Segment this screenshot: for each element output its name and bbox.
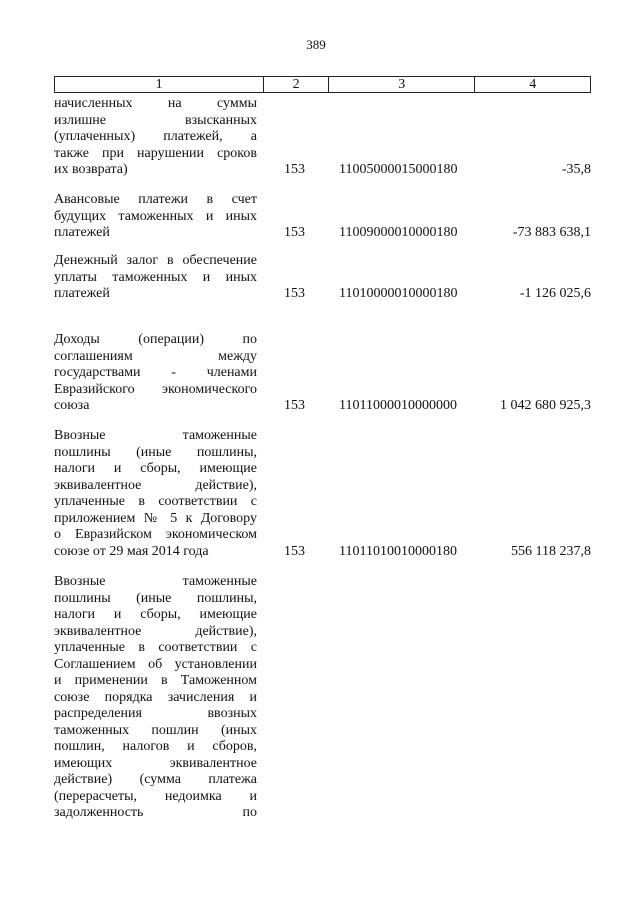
description-line: задолженность по	[54, 805, 257, 820]
description-line: эквивалентное действие),	[54, 623, 257, 639]
row-description	[54, 428, 257, 560]
description-line: уплаты таможенных и иных	[54, 269, 257, 285]
description-line: (уплаченных) платежей, а	[54, 129, 257, 144]
table-row	[54, 192, 591, 247]
description-line: союзе от 29 мая 2014 года	[54, 543, 209, 559]
description-line: и применении в Таможенном	[54, 673, 257, 688]
row-description	[54, 574, 257, 822]
description-line: действие) (сумма платежа	[54, 772, 257, 787]
description-line: о Евразийском экономическом	[54, 527, 257, 542]
row-description	[54, 253, 257, 303]
description-line: государствами - членами	[54, 365, 257, 380]
table-row	[54, 574, 591, 834]
description-line: (перерасчеты, недоимка и	[54, 788, 257, 804]
table-row	[54, 332, 591, 422]
row-description	[54, 192, 257, 242]
description-line: Соглашением об установлении	[54, 656, 257, 672]
description-line: соглашениям между	[54, 348, 257, 364]
description-line: также при нарушении сроков	[54, 145, 257, 161]
amount: -35,8	[561, 162, 591, 177]
page-number: 389	[306, 37, 326, 52]
amount: 1 042 680 925,3	[500, 398, 591, 413]
admin-code: 153	[284, 162, 305, 177]
budget-code: 11005000015000180	[339, 162, 458, 177]
budget-code: 11011000010000000	[339, 398, 457, 413]
description-line: эквивалентное действие),	[54, 477, 257, 493]
admin-code: 153	[284, 286, 305, 301]
amount: -1 126 025,6	[519, 286, 591, 301]
column-4-number: 4	[529, 77, 537, 92]
description-line: Евразийского экономического	[54, 381, 257, 397]
row-description	[54, 332, 257, 415]
budget-code: 11011010010000180	[339, 544, 457, 559]
admin-code: 153	[284, 225, 305, 240]
description-line: распределения ввозных	[54, 706, 257, 721]
column-number-header	[54, 76, 591, 93]
column-3-number: 3	[329, 77, 475, 92]
budget-code: 11010000010000180	[339, 286, 458, 301]
table-row	[54, 253, 591, 308]
description-line: пошлины (иные пошлины,	[54, 444, 257, 460]
admin-code: 153	[284, 398, 305, 413]
description-line: пошлин, налогов и сборов,	[54, 739, 257, 754]
description-line: таможенных пошлин (иных	[54, 722, 257, 738]
description-line: Ввозные таможенные	[54, 574, 257, 589]
description-line: Ввозные таможенные	[54, 428, 257, 443]
description-line: излишне взысканных	[54, 112, 257, 128]
description-line: пошлины (иные пошлины,	[54, 590, 257, 606]
description-line: союза	[54, 398, 90, 413]
row-description	[54, 96, 257, 179]
description-line: платежей	[54, 225, 110, 240]
admin-code: 153	[284, 544, 305, 559]
amount: -73 883 638,1	[512, 225, 591, 240]
column-2-number: 2	[264, 77, 329, 92]
description-line: уплаченные в соответствии с	[54, 494, 257, 509]
description-line: уплаченные в соответствии с	[54, 640, 257, 655]
amount: 556 118 237,8	[511, 544, 591, 559]
description-line: Денежный залог в обеспечение	[54, 253, 257, 268]
table-row	[54, 96, 591, 186]
description-line: платежей	[54, 286, 110, 301]
column-1-number: 1	[55, 77, 264, 92]
description-line: Доходы (операции) по	[54, 332, 257, 347]
description-line: имеющих эквивалентное	[54, 755, 257, 771]
description-line: их возврата)	[54, 162, 128, 177]
table-row	[54, 428, 591, 568]
description-line: приложением № 5 к Договору	[54, 510, 257, 526]
description-line: налоги и сборы, имеющие	[54, 461, 257, 476]
description-line: начисленных на суммы	[54, 96, 257, 111]
budget-code: 11009000010000180	[339, 225, 458, 240]
description-line: налоги и сборы, имеющие	[54, 607, 257, 622]
description-line: союзе порядка зачисления и	[54, 689, 257, 705]
description-line: Авансовые платежи в счет	[54, 192, 257, 207]
description-line: будущих таможенных и иных	[54, 208, 257, 224]
